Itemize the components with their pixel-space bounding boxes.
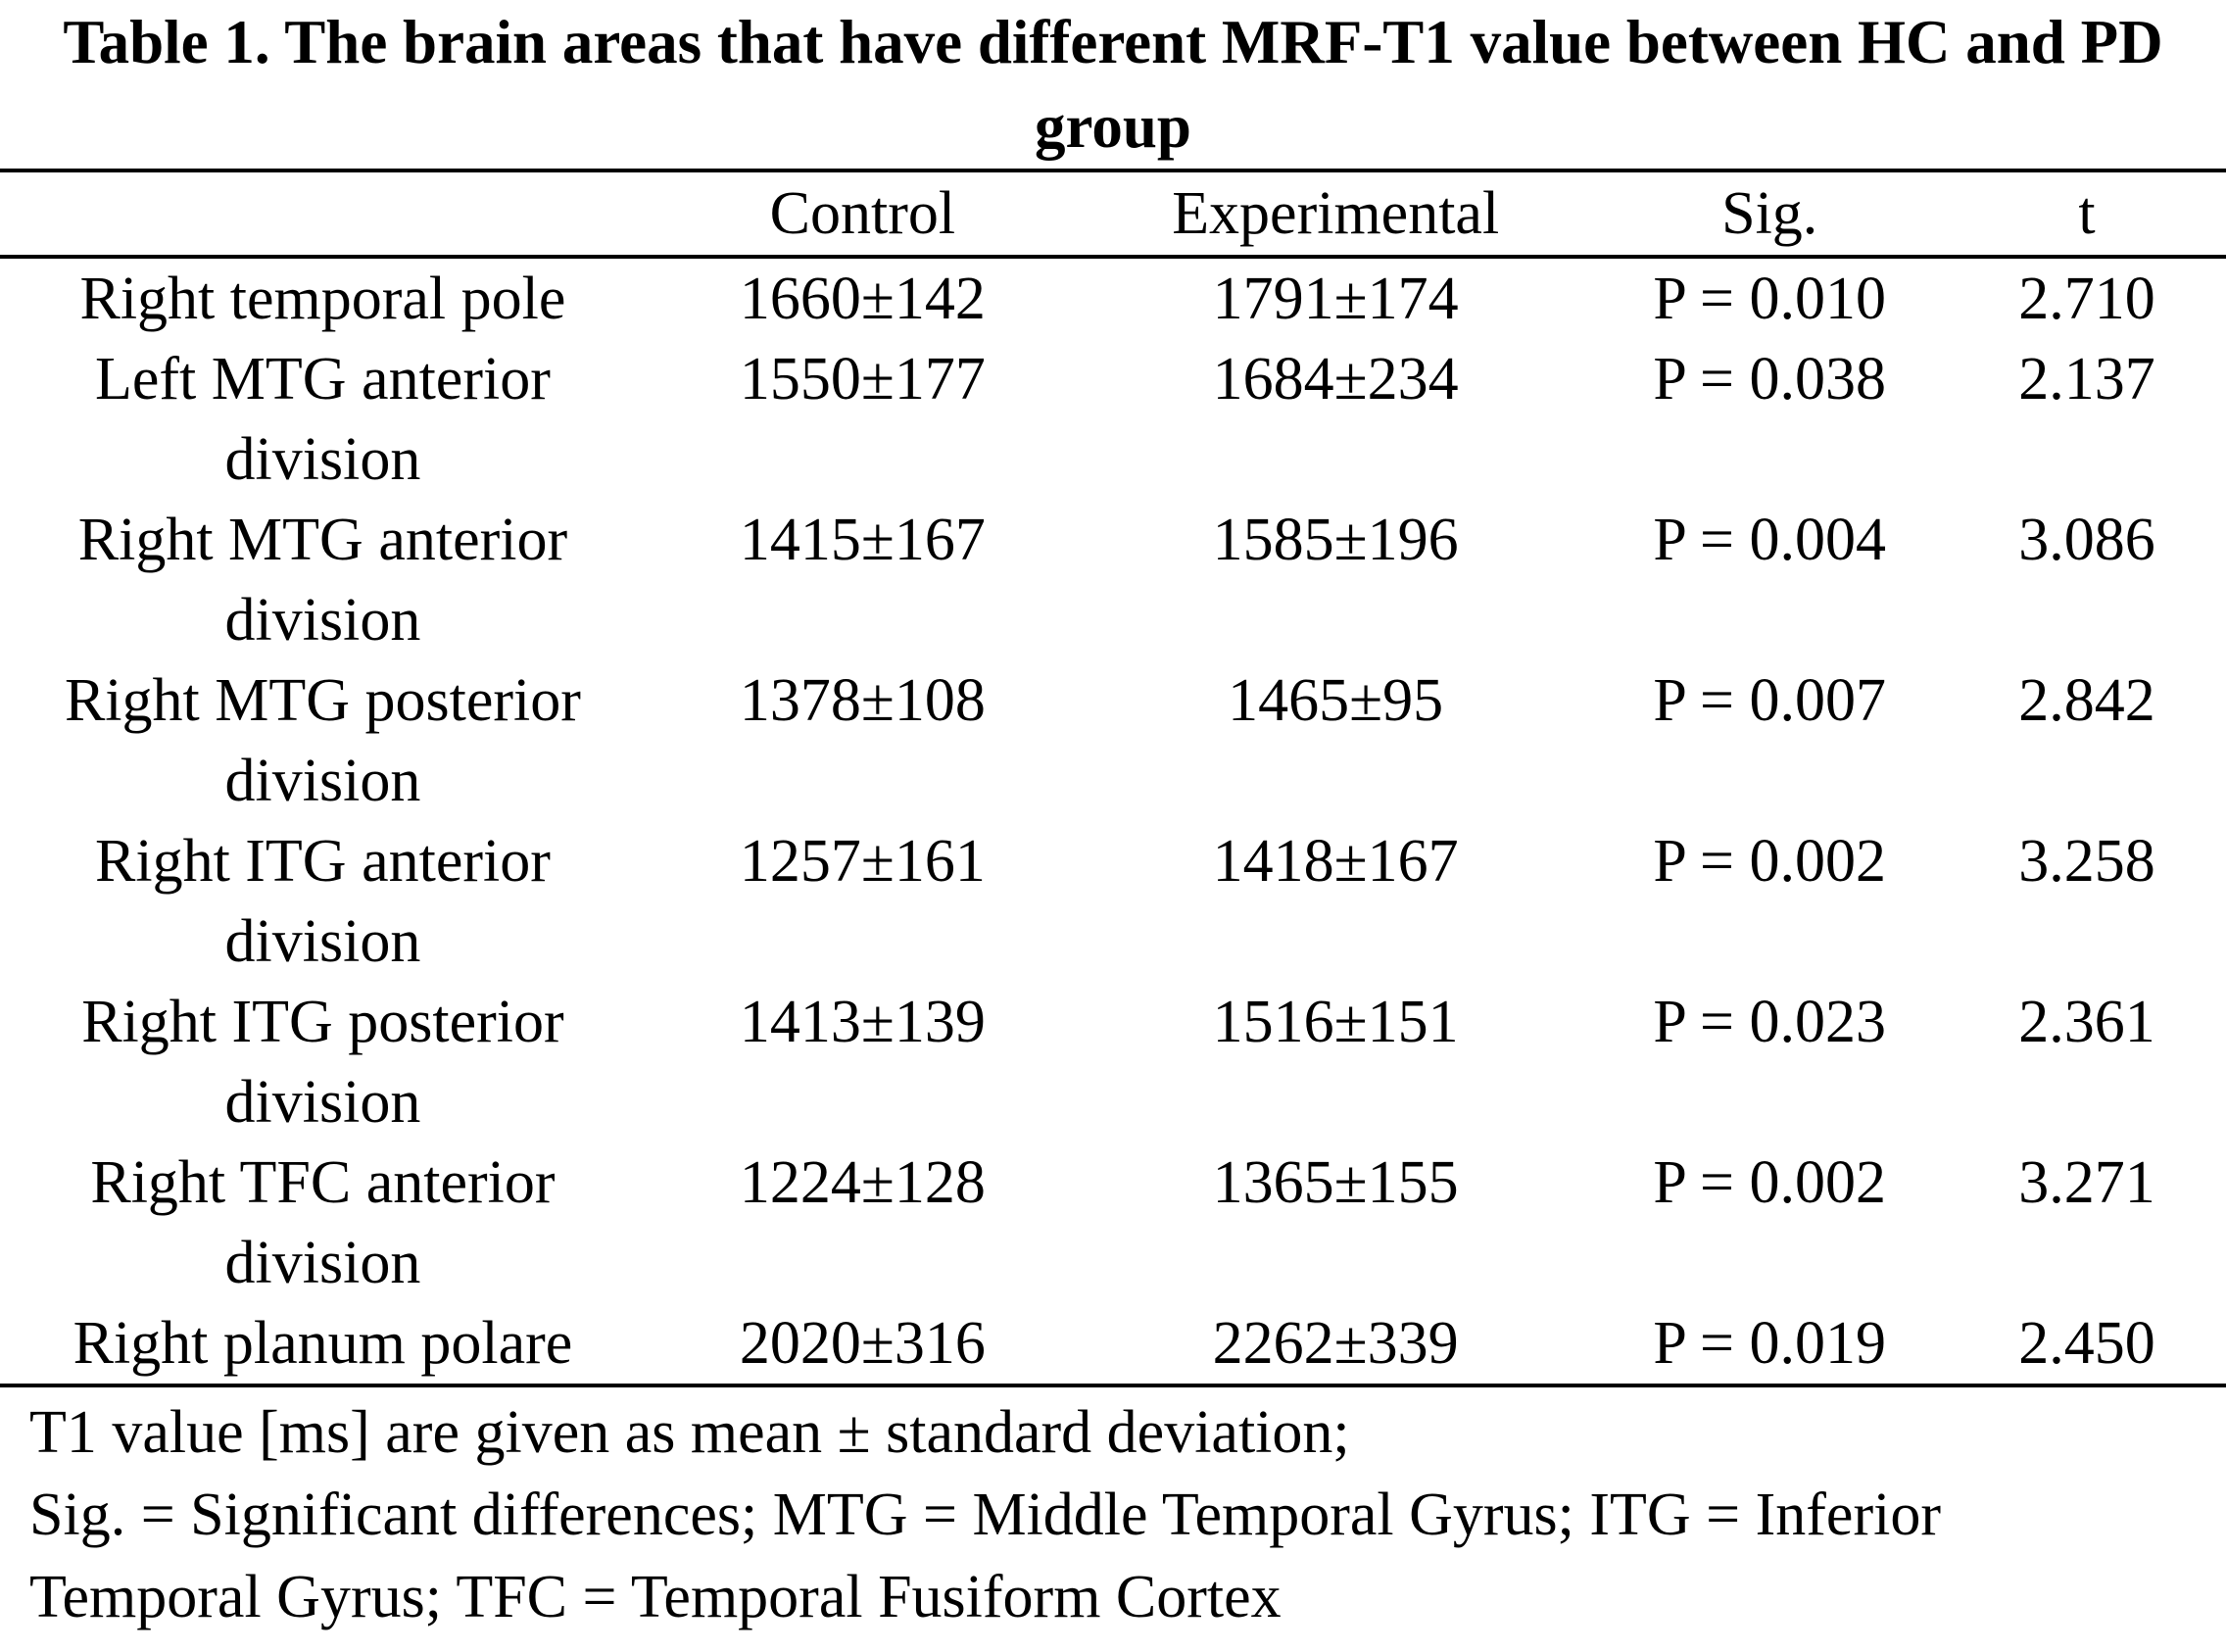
area-line: division [224, 587, 421, 654]
control-cell: 1257±161 [739, 828, 986, 895]
sig-cell: P = 0.023 [1653, 989, 1887, 1055]
table-row [0, 660, 2226, 821]
table-notes [0, 1387, 2226, 1638]
area-line: division [224, 908, 421, 975]
table-title-line2: group [1035, 92, 1191, 161]
t-cell: 3.086 [2018, 507, 2155, 573]
table-row [0, 982, 2226, 1142]
area-cell [0, 821, 646, 982]
area-cell [0, 982, 646, 1142]
sig-cell: P = 0.002 [1653, 1149, 1887, 1216]
area-line: Right temporal pole [79, 266, 566, 332]
experimental-cell: 1684±234 [1212, 346, 1459, 413]
area-line: Right TFC anterior [90, 1149, 556, 1216]
col-header-sig: Sig. [1721, 180, 1818, 247]
experimental-cell: 1365±155 [1212, 1149, 1459, 1216]
area-line: division [224, 1230, 421, 1296]
t-cell: 3.271 [2018, 1149, 2155, 1216]
results-table [0, 169, 2226, 1387]
area-cell [0, 257, 646, 339]
area-cell [0, 660, 646, 821]
control-cell: 2020±316 [739, 1310, 986, 1377]
control-cell: 1550±177 [739, 346, 986, 413]
table-row [0, 339, 2226, 500]
col-header-t: t [2078, 180, 2096, 247]
t-cell: 3.258 [2018, 828, 2155, 895]
area-line: Right MTG posterior [64, 667, 581, 734]
experimental-cell: 1516±151 [1212, 989, 1459, 1055]
experimental-cell: 1585±196 [1212, 507, 1459, 573]
sig-cell: P = 0.007 [1653, 667, 1887, 734]
area-cell [0, 500, 646, 660]
area-line: Left MTG anterior [95, 346, 551, 413]
t-cell: 2.137 [2018, 346, 2155, 413]
sig-cell: P = 0.002 [1653, 828, 1887, 895]
note-line: Temporal Gyrus; TFC = Temporal Fusiform Cortex [29, 1564, 1282, 1630]
control-cell: 1378±108 [739, 667, 986, 734]
area-line: division [224, 426, 421, 493]
experimental-cell: 1465±95 [1228, 667, 1444, 734]
area-line: Right MTG anterior [77, 507, 568, 573]
area-cell [0, 1142, 646, 1303]
sig-cell: P = 0.019 [1653, 1310, 1887, 1377]
control-cell: 1413±139 [739, 989, 986, 1055]
area-line: Right planum polare [73, 1310, 573, 1377]
experimental-cell: 1418±167 [1212, 828, 1459, 895]
table-row [0, 1142, 2226, 1303]
t-cell: 2.710 [2018, 266, 2155, 332]
area-line: Right ITG posterior [81, 989, 564, 1055]
table-title-line1: Table 1. The brain areas that have different MRF-T1 value between HC and PD [63, 8, 2163, 76]
table-row [0, 257, 2226, 339]
control-cell: 1660±142 [739, 266, 986, 332]
area-cell [0, 339, 646, 500]
table-row [0, 1303, 2226, 1385]
control-cell: 1224±128 [739, 1149, 986, 1216]
header-row [0, 170, 2226, 257]
table-row [0, 500, 2226, 660]
sig-cell: P = 0.004 [1653, 507, 1887, 573]
experimental-cell: 2262±339 [1212, 1310, 1459, 1377]
note-line: T1 value [ms] are given as mean ± standard deviation; [29, 1399, 1350, 1466]
col-header-experimental: Experimental [1172, 180, 1500, 247]
sig-cell: P = 0.038 [1653, 346, 1887, 413]
note-line: Sig. = Significant differences; MTG = Middle Temporal Gyrus; ITG = Inferior [29, 1482, 1941, 1548]
area-line: division [224, 1069, 421, 1136]
area-line: division [224, 748, 421, 814]
col-header-area [0, 170, 646, 257]
t-cell: 2.450 [2018, 1310, 2155, 1377]
area-cell [0, 1303, 646, 1385]
col-header-control: Control [769, 180, 956, 247]
sig-cell: P = 0.010 [1653, 266, 1887, 332]
table-title [0, 0, 2226, 169]
experimental-cell: 1791±174 [1212, 266, 1459, 332]
t-cell: 2.361 [2018, 989, 2155, 1055]
table-row [0, 821, 2226, 982]
t-cell: 2.842 [2018, 667, 2155, 734]
control-cell: 1415±167 [739, 507, 986, 573]
area-line: Right ITG anterior [94, 828, 551, 895]
